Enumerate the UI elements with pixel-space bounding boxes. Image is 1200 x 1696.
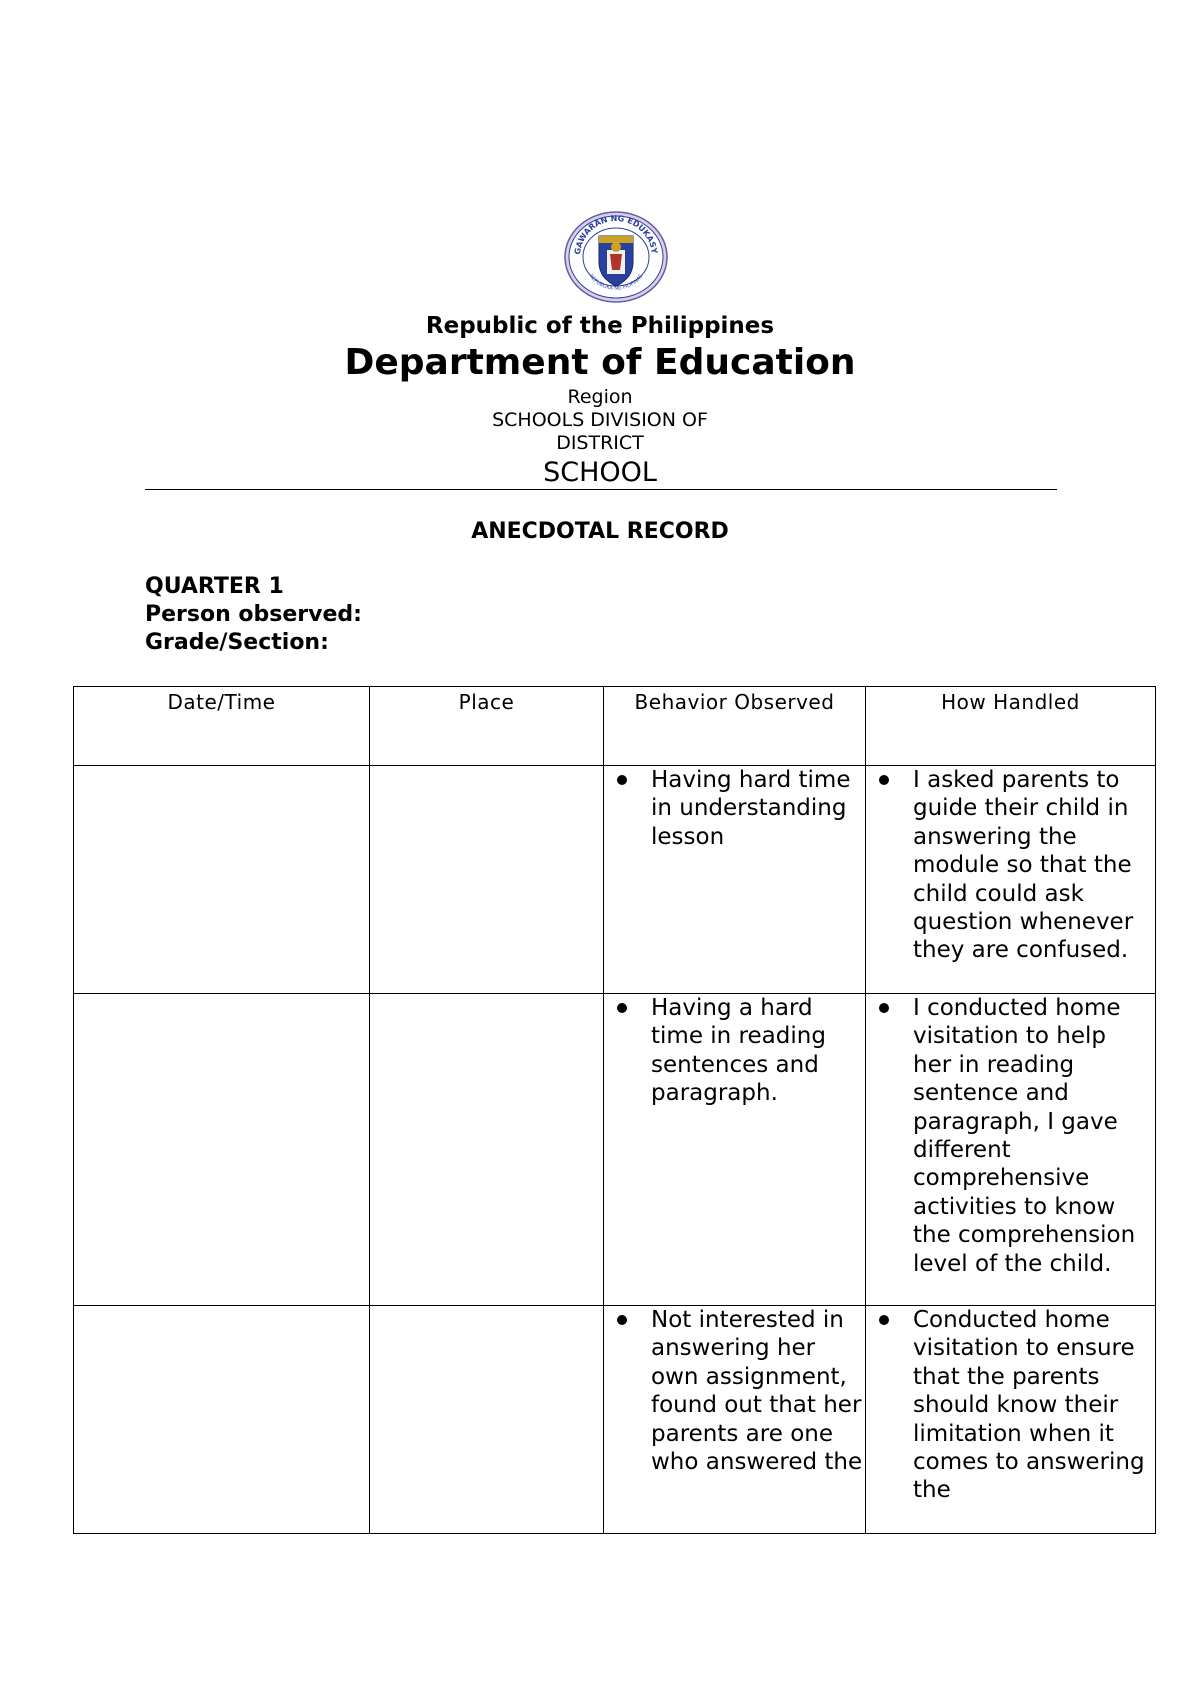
table-row — [74, 1306, 1156, 1534]
behavior-text: Having hard time in understanding lesson — [651, 767, 851, 850]
division-line: SCHOOLS DIVISION OF — [492, 409, 708, 431]
republic-heading: Republic of the Philippines — [425, 313, 775, 339]
place-cell — [370, 994, 604, 1306]
how-handled-cell — [866, 994, 1156, 1306]
column-header-date-time: Date/Time — [74, 687, 370, 766]
date-time-cell — [74, 766, 370, 994]
document-title: ANECDOTAL RECORD — [471, 519, 729, 544]
deped-seal-logo — [563, 210, 669, 304]
place-cell — [370, 766, 604, 994]
behavior-cell — [604, 994, 866, 1306]
district-line: DISTRICT — [556, 432, 644, 454]
how-handled-cell — [866, 1306, 1156, 1534]
date-time-cell — [74, 1306, 370, 1534]
bullet-icon — [617, 1003, 627, 1013]
bullet-icon — [617, 1315, 627, 1325]
how-handled-text: Conducted home visitation to ensure that the parents should know their limitation when it comes to answering the — [913, 1307, 1145, 1504]
bullet-icon — [879, 775, 889, 785]
how-handled-cell — [866, 766, 1156, 994]
quarter-label: QUARTER 1 — [145, 574, 284, 599]
bullet-icon — [879, 1003, 889, 1013]
column-header-behavior-observed: Behavior Observed — [604, 687, 866, 766]
table-row — [74, 766, 1156, 994]
table-row — [74, 994, 1156, 1306]
behavior-text: Having a hard time in reading sentences and paragraph. — [651, 995, 826, 1107]
bullet-icon — [617, 775, 627, 785]
anecdotal-record-table — [73, 686, 1156, 1534]
svg-text:REPUBLIKA NG PILIPINAS: REPUBLIKA NG PILIPINAS — [587, 273, 645, 292]
behavior-cell — [604, 1306, 866, 1534]
grade-section-label: Grade/Section: — [145, 630, 329, 655]
how-handled-text: I conducted home visitation to help her in reading sentence and paragraph, I gave different comprehensive activities to know the comprehension level of the child. — [913, 995, 1136, 1277]
department-heading: Department of Education — [344, 342, 856, 383]
person-observed-label: Person observed: — [145, 602, 362, 627]
column-header-how-handled: How Handled — [866, 687, 1156, 766]
behavior-text: Not interested in answering her own assignment, found out that her parents are one who answered the — [651, 1307, 863, 1476]
region-line: Region — [567, 386, 633, 408]
behavior-cell — [604, 766, 866, 994]
bullet-icon — [879, 1315, 889, 1325]
place-cell — [370, 1306, 604, 1534]
school-line: SCHOOL — [543, 457, 657, 488]
table-header-row — [74, 687, 1156, 766]
header-divider — [145, 489, 1057, 490]
svg-text:KAGAWARAN NG EDUKASYON: GAWARAN NG EDUKASY — [573, 213, 659, 256]
column-header-place: Place — [370, 687, 604, 766]
date-time-cell — [74, 994, 370, 1306]
how-handled-text: I asked parents to guide their child in answering the module so that the child could ask question whenever they are confused. — [913, 767, 1134, 964]
